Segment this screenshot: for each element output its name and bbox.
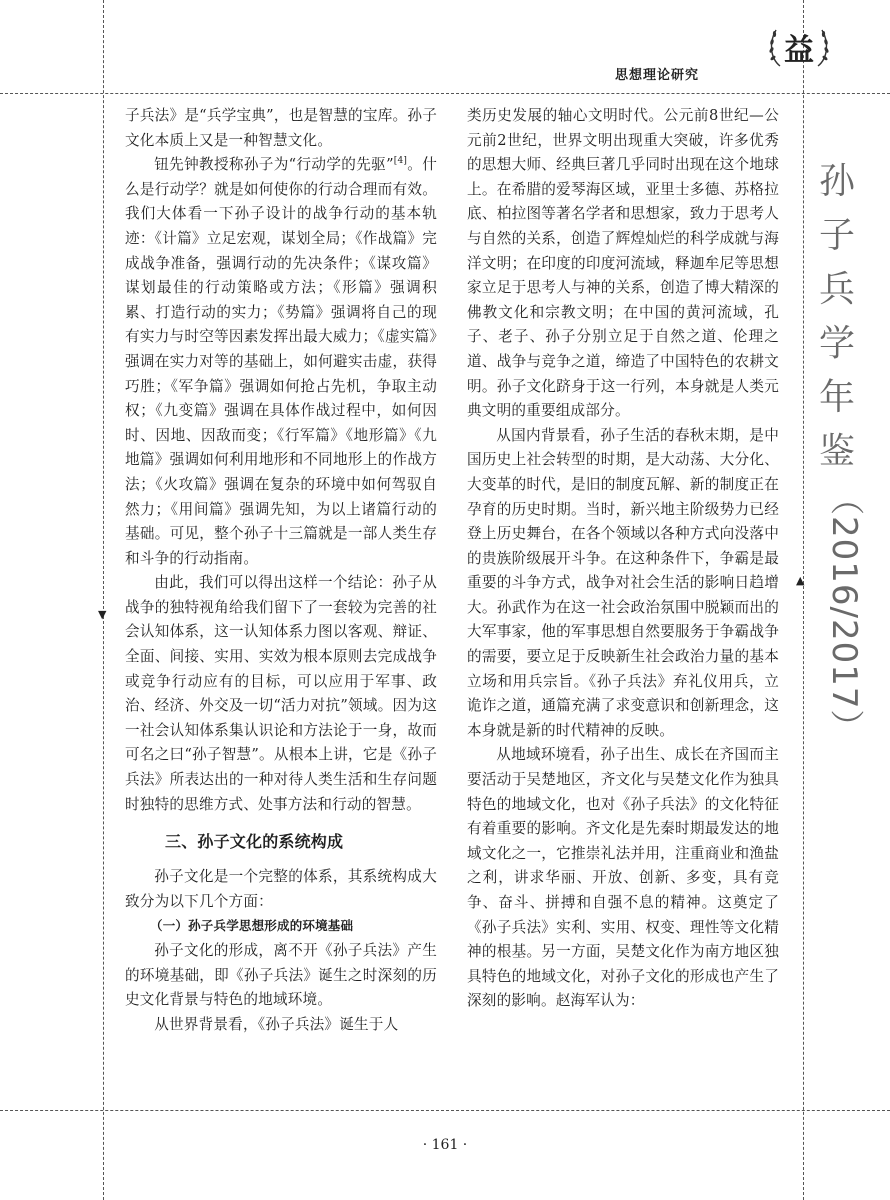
side-title-year: （2016/2017） [824,481,864,745]
right-paragraph-1: 类历史发展的轴心文明时代。公元前8世纪—公元前2世纪，世界文明出现重大突破，许多优秀的思想大师、经典巨著几乎同时出现在这个地球上。在希腊的爱琴海区域，亚里士多德、苏格拉底、柏拉图等著名学者和思想家，致力于思考人与自然的关系，创造了辉煌灿烂的科学成就与海洋文明；在印度的印度河流域，释迦牟尼等思想家立足于思考人与神的关系，创造了博大精深的佛教文化和宗教文明；在中国的黄河流域，孔子、老子、孙子分别立足于自然之道、伦理之道、战争与竞争之道，缔造了中国特色的农耕文明。孙子文化跻身于这一行列，本身就是人类元典文明的重要组成部分。 [467,107,779,420]
section-label: 思想理论研究 [615,68,700,83]
side-title-char: 兵 [818,269,855,310]
side-title-char: 学 [818,323,855,364]
section-heading: 三、孙子文化的系统构成 [165,832,344,852]
left-paragraph-3: 由此，我们可以得出这样一个结论：孙子从战争的独特视角给我们留下了一套较为完善的社会认知体系，这一认知体系力图以客观、辩证、全面、间接、实用、实效为根本原则去完成战争或竞争行动应有的目标，可以应用于军事、政治、经济、外交及一切“活力对抗”领域。因为这一社会认知体系集认识论和方法论于一身，故而可名之曰“孙子智慧”。从根本上讲，它是《孙子兵法》所表达出的一种对待人类生活和生存问题时独特的思维方式、处事方法和行动的智慧。 [125,574,437,813]
triangle-down-icon: ▼ [98,608,107,621]
citation-ref: [4] [393,156,408,167]
left-paragraph-1: 子兵法》是“兵学宝典”，也是智慧的宝库。孙子文化本质上又是一种智慧文化。 [125,107,437,149]
left-paragraph-2-b: 。什么是行动学？就是如何使你的行动合理而有效。我们大体看一下孙子设计的战争行动的基本轨迹：《计篇》立足宏观，谋划全局；《作战篇》完成战争准备，强调行动的先决条件；《谋攻篇》谋划最佳的行动策略或方法；《形篇》强调积累、打造行动的实力；《势篇》强调将自己的现有实力与时空等因素发挥出最大威力；《虚实篇》强调在实力对等的基础上，如何避实击虚，获得巧胜；《军争篇》强调如何抢占先机，争取主动权；《九变篇》强调在具体作战过程中，如何因时、因地、因敌而变；《行军篇》《地形篇》《九地篇》强调如何利用地形和不同地形上的作战方法；《火攻篇》强调在复杂的环境中如何驾驭自然力；《用间篇》强调先知，为以上诸篇行动的基础。可见，整个孙子十三篇就是一部人类生存和斗争的行动指南。 [125,156,437,567]
right-paragraph-3: 从地域环境看，孙子出生、成长在齐国而主要活动于吴楚地区，齐文化与吴楚文化作为独具特色的地域文化，也对《孙子兵法》的文化特征有着重要的影响。齐文化是先秦时期最发达的地域文化之一，它推崇礼法并用，注重商业和渔盐之利，讲求华丽、开放、创新、多变，具有竞争、奋斗、拼搏和自强不息的精神。这奠定了《孙子兵法》实利、实用、权变、理性等文化精神的根基。另一方面，吴楚文化作为南方地区独具特色的地域文化，对孙子文化的形成也产生了深刻的影响。赵海军认为： [467,746,779,1010]
left-paragraph-5: 孙子文化的形成，离不开《孙子兵法》产生的环境基础，即《孙子兵法》诞生之时深刻的历史文化背景与特色的地域环境。 [125,942,437,1009]
svg-text:益: 益 [784,33,814,68]
triangle-up-icon: ▲ [796,574,805,587]
left-column [125,104,437,1037]
subheading: （一）孙子兵学思想形成的环境基础 [150,918,354,934]
left-paragraph-6: 从世界背景看，《孙子兵法》诞生于人 [154,1015,399,1033]
yearbook-side-title [817,155,864,761]
right-paragraph-2: 从国内背景看，孙子生活的春秋末期，是中国历史上社会转型的时期，是大动荡、大分化、大变革的时代，是旧的制度瓦解、新的制度正在孕育的历史时期。当时，新兴地主阶级势力已经登上历史舞台，在各个领域以各种方式向没落中的贵族阶级展开斗争。在这种条件下，争霸是最重要的斗争方式，战争对社会生活的影响日趋增大。孙武作为在这一社会政治氛围中脱颖而出的大军事家，他的军事思想自然要服务于争霸战争的需要，要立足于反映新生社会政治力量的基本立场和用兵宗旨。《孙子兵法》弃礼仪用兵，立诡诈之道，通篇充满了求变意识和创新理念，这本身就是新的时代精神的反映。 [467,426,779,739]
right-margin-rule [803,0,804,1200]
side-title-char: 孙 [818,161,855,202]
footer-rule [0,1110,890,1111]
right-column [467,104,779,1014]
left-paragraph-2 [125,153,437,571]
left-paragraph-4: 孙子文化是一个完整的体系，其系统构成大致分为以下几个方面： [125,868,437,910]
side-title-char: 鉴 [818,431,855,472]
page-number: · 161 · [422,1137,468,1153]
side-title-char: 子 [818,215,855,256]
left-paragraph-2-a: 钮先钟教授称孙子为“行动学的先驱” [154,156,394,174]
laurel-emblem-icon [766,22,832,72]
side-title-char: 年 [818,377,855,418]
left-margin-rule [103,0,104,1200]
header-rule [0,93,890,94]
